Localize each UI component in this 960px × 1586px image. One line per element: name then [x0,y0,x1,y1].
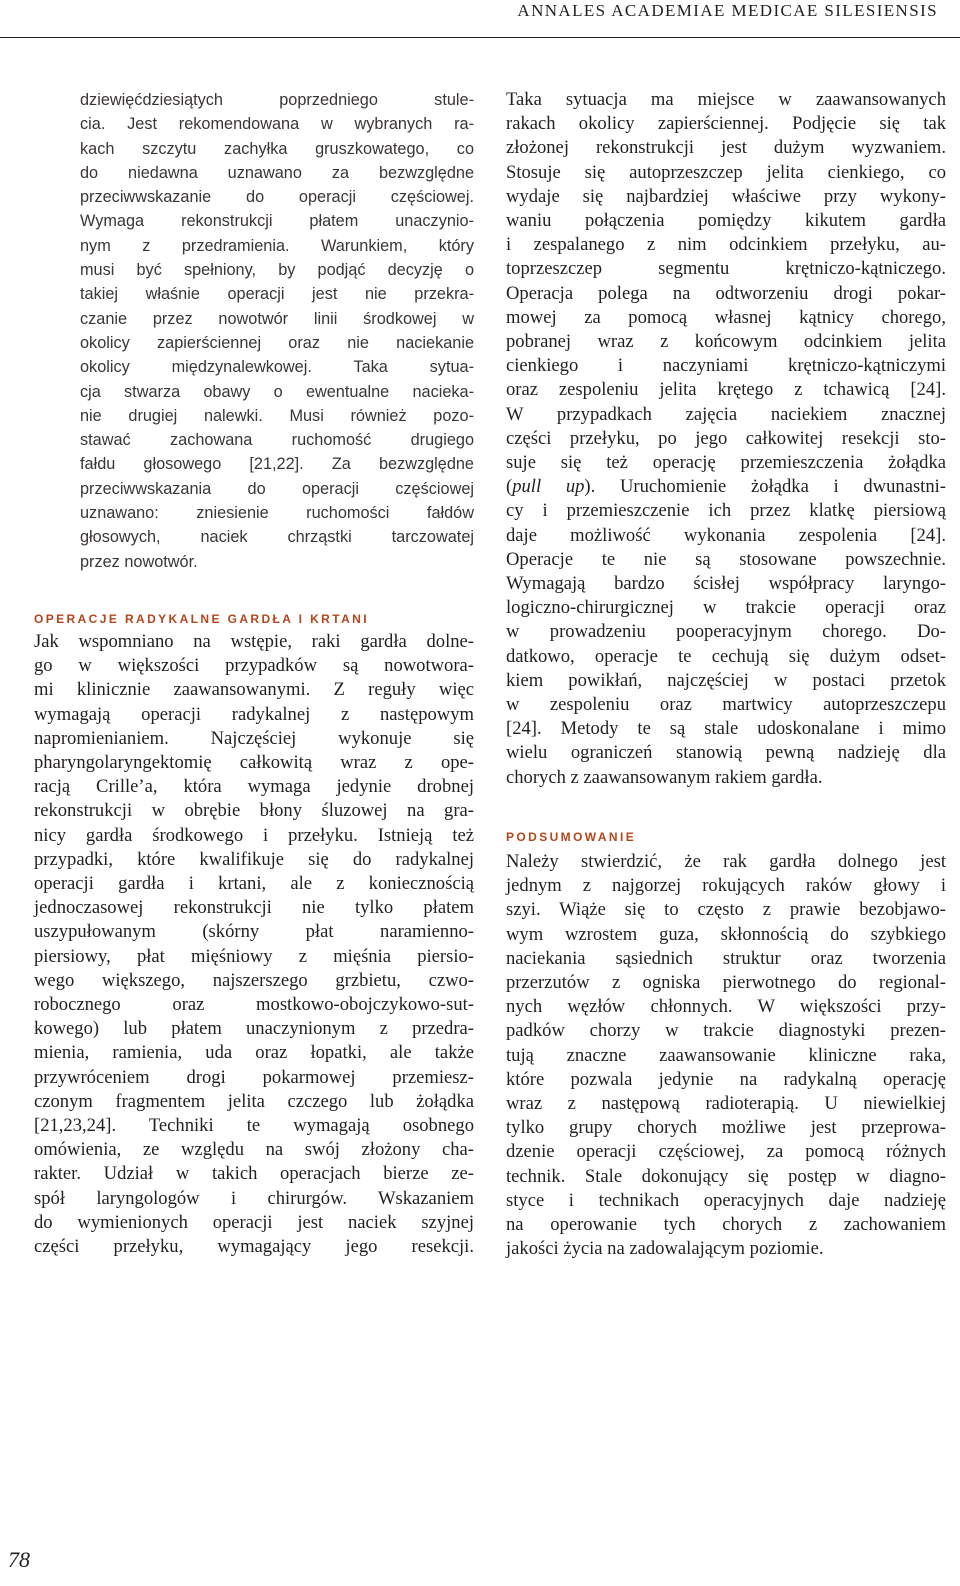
text-line: racją Crille’a, która wymaga jedynie drobnej [34,776,474,798]
text-line: złożonej rekonstrukcji jest dużym wyzwaniem. [506,137,946,159]
text-line: rakter. Udział w takich operacjach bierze ze- [34,1163,474,1185]
text-line: W przypadkach zajęcia naciekiem znacznej [506,403,946,425]
summary-paragraph [506,850,946,1261]
text-line: w prowadzeniu pooperacyjnym chorego. Do- [506,621,946,643]
text-line: części przełyku, wymagający jego resekcji. [34,1236,474,1258]
text-line: na operowanie tych chorych z zachowaniem [506,1213,946,1235]
text-line: cia. Jest rekomendowana w wybranych ra- [80,115,474,134]
text-line: Wymaga rekonstrukcji płatem unaczynio- [80,212,474,231]
text-line: części przełyku, po jego całkowitej resekcji sto- [506,427,946,449]
text-line: przez nowotwór. [80,552,198,571]
text-line: przypadki, które kwalifikuje się do radykalnej [34,848,474,870]
text-line: do niedawna uznawano za bezwzględne [80,163,474,182]
text-line: przerzutów z ogniska pierwotnego do regional- [506,971,946,993]
text-line: cienkiego i naczyniami krętniczo-kątniczymi [506,355,946,377]
text-line: oraz zespoleniu jelita krętego z tchawicą [24]. [506,379,946,401]
text-line: wydaje się najbardziej właściwe przy wykony- [506,185,946,207]
text-line: daje możliwość wykonania zespolenia [24]. [506,524,946,546]
text-line: Stosuje się autoprzeszczep jelita cienkiego, co [506,161,946,183]
text-line-with-italic [506,475,946,499]
text-line: dzenie operacji częściowej, za pomocą różnych [506,1141,946,1163]
text-line: uszypułowanym (skórny płat naramienno- [34,921,474,943]
text-line: do wymienionych operacji jest naciek szyjnej [34,1211,474,1233]
text-line: tują znaczne zaawansowanie kliniczne raka, [506,1044,946,1066]
left-column [34,88,474,1259]
text-line: takiej właśnie operacji jest nie przekra- [80,285,474,304]
text-line: Taka sytuacja ma miejsce w zaawansowanych [506,89,946,110]
text-line: datkowo, operacje te cechują się dużym odset- [506,645,946,667]
text-line: suje się też operację przemieszczenia żołądka [506,452,946,474]
journal-title: ANNALES ACADEMIAE MEDICAE SILESIENSIS [517,1,938,20]
text-fragment: ). Uruchomienie żołądka i dwunastni- [584,476,946,498]
text-line: go w większości przypadków są nowotwora- [34,655,474,677]
text-line: cy i przemieszczenie ich przez klatkę piersiową [506,500,946,522]
text-line: kach szczytu zachyłka gruszkowatego, co [80,139,474,158]
text-line: napromienianiem. Najczęściej wykonuje się [34,727,474,749]
text-line: pharyngolaryngektomię całkowitą wraz z ope- [34,751,474,773]
text-line: chorych z zaawansowanym rakiem gardła. [506,766,823,788]
text-line: i zespalanego z nim odcinkiem przełyku, au- [506,234,946,256]
text-line: Operacje te nie są stosowane powszechnie. [506,548,946,570]
text-line: wego większego, najszerszego grzbietu, czwo- [34,969,474,991]
text-line: mowej za pomocą własnej kątnicy chorego, [506,306,946,328]
text-line: padków chorzy w trakcie diagnostyki prezen- [506,1020,946,1042]
radical-operations-paragraph [34,630,474,1259]
text-line: piersiowy, płat mięśniowy z mięśnia piersio- [34,945,474,967]
text-line: wym wzrostem guza, skłonnością do szybkiego [506,923,946,945]
text-line: logiczno-chirurgicznej w trakcie operacji oraz [506,597,946,619]
text-line: [21,23,24]. Techniki te wymagają osobnego [34,1115,474,1136]
text-line: głosowych, naciek chrząstki tarczowatej [80,528,474,547]
text-line: przeciwwskazanie do operacji częściowej. [80,188,474,207]
text-line: okolicy zapierściennej oraz nie naciekanie [80,333,474,352]
text-line: fałdu głosowego [21,22]. Za bezwzględne [80,455,474,474]
text-line: nie drugiej nalewki. Musi również pozo- [80,406,474,425]
text-line: musi być spełniony, by podjąć decyzję o [80,261,474,280]
text-line: styce i technikach operacyjnych daje nadzieję [506,1189,946,1211]
text-line: czanie przez nowotwór linii środkowej w [80,309,474,328]
text-line: wraz z następową radioterapią. U niewielkiej [506,1092,946,1114]
text-line: Wymagają bardzo ścisłej współpracy laryngo- [506,573,946,595]
text-line: uznawano: zniesienie ruchomości fałdów [80,504,474,523]
right-column [506,88,946,1261]
italic-term: pull up [512,476,585,498]
text-line: które pozwala jedynie na radykalną operację [506,1068,946,1090]
text-line: szyi. Wiąże się to często z prawie bezobjawo- [506,899,946,921]
text-line: spół laryngologów i chirurgów. Wskazaniem [34,1187,474,1209]
text-line: kowego) lub płatem unaczynionym z przedra- [34,1018,474,1040]
text-line: omówienia, ze względu na swój złożony cha- [34,1139,474,1161]
text-line: rakach okolicy zapierściennej. Podjęcie się tak [506,113,946,135]
text-line: mienia, ramienia, uda oraz łopatki, ale także [34,1042,474,1064]
text-line: kiem powikłań, najczęściej w postaci przetok [506,669,946,691]
text-line: naciekania sąsiednich struktur oraz tworzenia [506,947,946,969]
text-line: wielu ograniczeń stanowią pewną nadzieję dla [506,742,946,764]
text-line: cja stwarza obawy o ewentualne naciekа- [80,382,474,401]
text-line: tylko grupy chorych możliwe jest przeprowa- [506,1117,946,1139]
text-line: [24]. Metody te są stale udoskonalane i mimo [506,718,946,740]
text-line: Należy stwierdzić, że rak gardła dolnego jest [506,850,946,872]
page-number: 78 [8,1547,30,1572]
text-line: okolicy międzynalewkowej. Taka sytua- [80,358,474,377]
text-line: mi klinicznie zaawansowanymi. Z reguły więc [34,679,474,701]
text-line: czonym fragmentem jelita czczego lub żołądka [34,1090,474,1112]
intro-paragraph [34,88,474,574]
running-header [0,0,960,38]
text-line: jednoczasowej rekonstrukcji nie tylko płatem [34,897,474,919]
text-line: Jak wspomniano na wstępie, raki gardła dolne- [34,630,474,652]
text-line: Operacja polega na odtworzeniu drogi pokar- [506,282,946,304]
text-line: nych węzłów chłonnych. W większości przy- [506,996,946,1018]
text-line: w zespoleniu oraz martwicy autoprzeszczepu [506,694,946,716]
text-line: pobranej wraz z końcowym odcinkiem jelita [506,331,946,353]
reconstruction-paragraph [506,88,946,790]
text-line: przywróceniem drogi pokarmowej przemiesz- [34,1066,474,1088]
text-line: waniu połączenia pomiędzy kikutem gardła [506,210,946,232]
section-heading-summary: PODSUMOWANIE [506,829,637,844]
text-line: technik. Stale dokonujący się postęp w diagno- [506,1165,946,1187]
text-line: przeciwwskazania do operacji częściowej [80,479,474,498]
text-line: toprzeszczep segmentu krętniczo-kątniczego. [506,258,946,280]
text-line: nicy gardła środkowego i przełyku. Istnieją też [34,824,474,846]
text-line: robocznego oraz mostkowo-obojczykowo-sut- [34,993,474,1015]
text-line: jakości życia na zadowalającym poziomie. [506,1238,824,1260]
text-fragment: ( [506,476,513,498]
text-line: jednym z najgorzej rokujących raków głowy i [506,875,946,897]
text-line: dziewięćdziesiątych poprzedniego stule- [80,91,474,109]
text-line: nym z przedramienia. Warunkiem, który [80,236,474,255]
text-line: stawać zachowana ruchomość drugiego [80,431,474,450]
text-line: wymagają operacji radykalnej z następowym [34,703,474,725]
section-heading-radical-operations: OPERACJE RADYKALNE GARDŁA I KRTANI [34,611,369,626]
text-line: operacji gardła i krtani, ale z koniecznością [34,872,474,894]
text-line: rekonstrukcji w obrębie błony śluzowej na gra- [34,800,474,822]
